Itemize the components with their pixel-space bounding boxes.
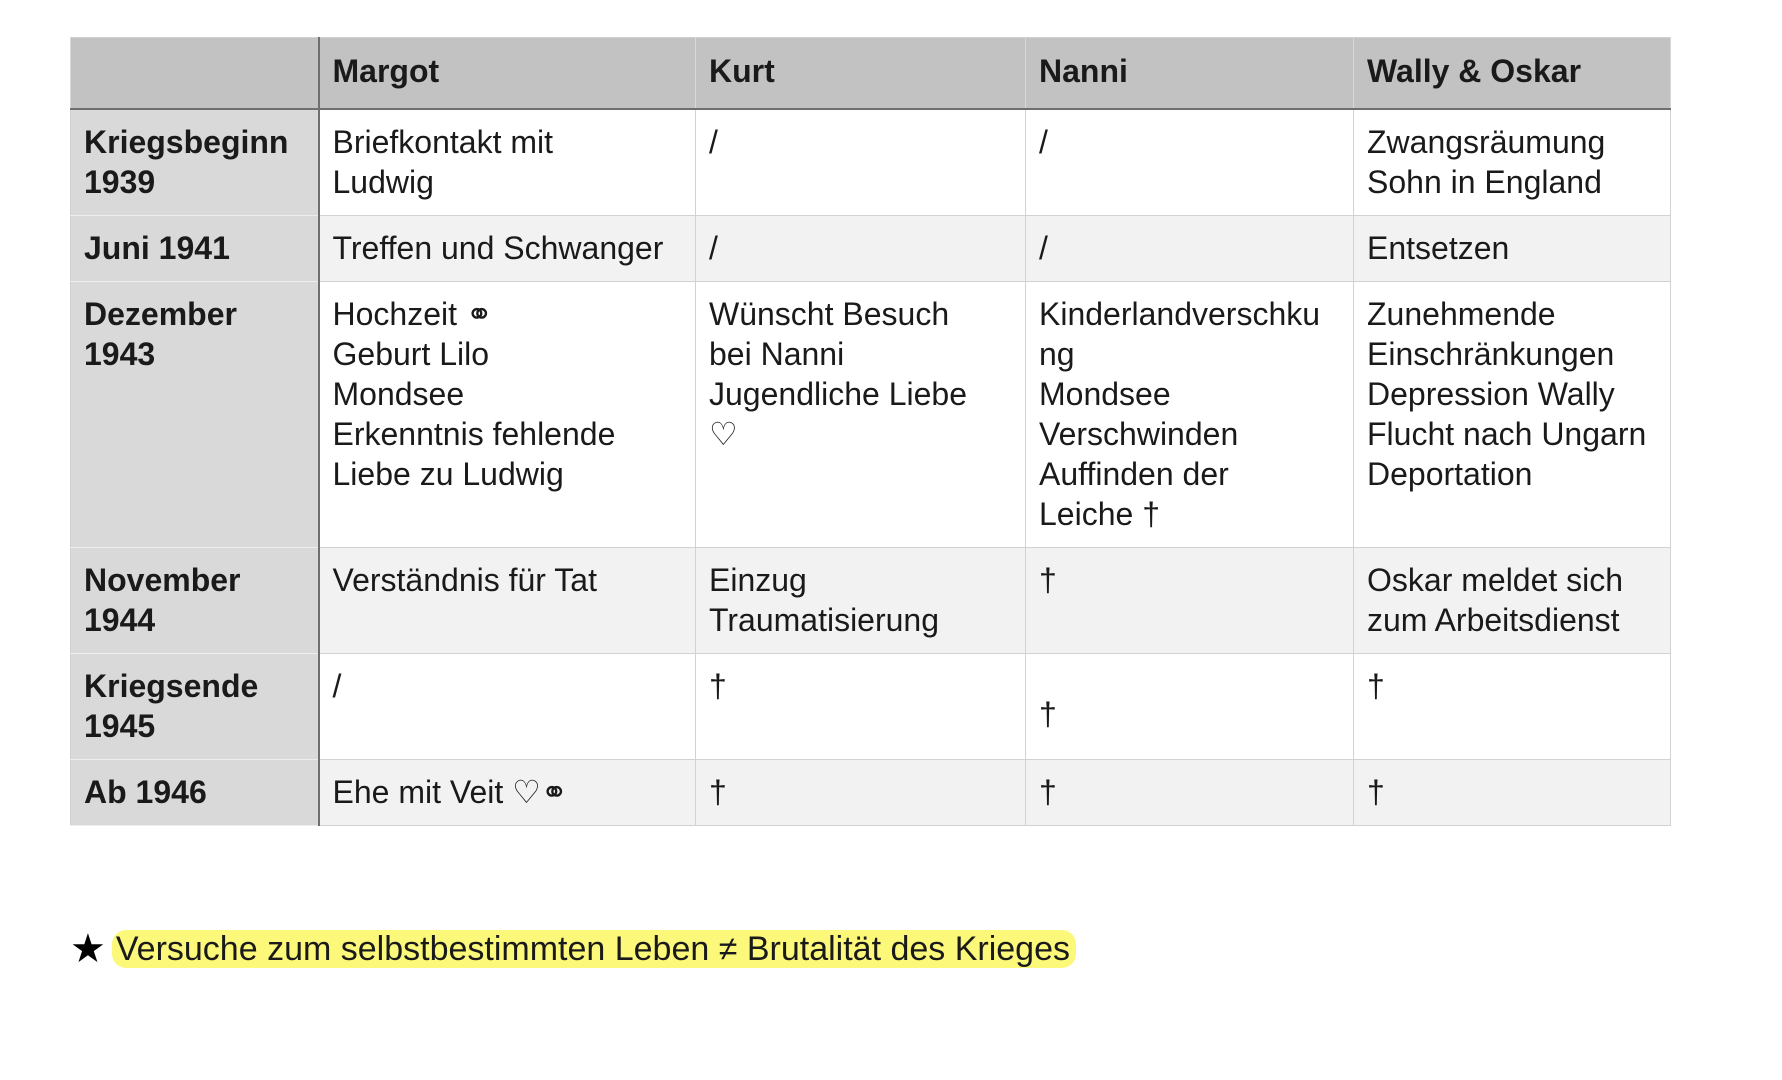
cross-icon: † [1039,696,1057,732]
cell-line: Flucht nach Ungarn [1367,416,1647,452]
cell-line: Traumatisierung [709,602,940,638]
table-cell [319,109,696,216]
timeline-table-container [70,37,1670,826]
table-corner-cell [71,38,319,110]
row-label-line: November [84,562,241,598]
cell-line: zum Arbeitsdienst [1367,602,1620,638]
table-cell [319,760,696,826]
table-row [71,760,1671,826]
cell-line: Erkenntnis fehlende [332,416,616,452]
cross-icon: † [1039,774,1057,810]
cell-line: Treffen und Schwanger [332,230,664,266]
cell-line: Wünscht Besuch [709,296,950,332]
table-cell [319,282,696,548]
cell-line: / [1039,124,1048,160]
cell-line: Oskar meldet sich [1367,562,1624,598]
cell-line: Mondsee [332,376,465,412]
row-label-line: 1943 [84,336,156,372]
cell-line: Verständnis für Tat [332,562,597,598]
column-header-wally-oskar: Wally & Oskar [1354,38,1671,110]
row-label-line: Ab 1946 [84,774,207,810]
table-cell [319,654,696,760]
cell-line: ng [1039,336,1075,372]
row-label-ab-1946 [71,760,319,826]
cell-line: bei Nanni [709,336,845,372]
row-label-line: 1944 [84,602,156,638]
table-row [71,109,1671,216]
cross-icon: † [1367,774,1385,810]
cross-icon: † [1039,562,1057,598]
table-cell [1026,109,1354,216]
table-cell [1026,654,1354,760]
star-icon: ★ [70,927,106,971]
table-cell [1354,216,1671,282]
row-label-line: 1939 [84,164,156,200]
cell-line: Geburt Lilo [332,336,490,372]
row-label-kriegsende-1945 [71,654,319,760]
table-row [71,548,1671,654]
row-label-november-1944 [71,548,319,654]
table-cell [1026,216,1354,282]
cell-line: Ehe mit Veit ♡⚭ [332,774,568,810]
table-cell [1026,760,1354,826]
table-cell [696,216,1026,282]
cell-line: Sohn in England [1367,164,1602,200]
cell-line: Entsetzen [1367,230,1510,266]
table-row [71,216,1671,282]
cell-line: / [709,124,718,160]
cross-icon: † [709,774,727,810]
timeline-table [70,37,1671,826]
row-label-line: Juni 1941 [84,230,230,266]
row-label-juni-1941 [71,216,319,282]
cell-line: Einschränkungen [1367,336,1615,372]
cell-line: Jugendliche Liebe [709,376,967,412]
column-header-margot: Margot [319,38,696,110]
table-row [71,282,1671,548]
table-cell [1354,654,1671,760]
table-cell [319,216,696,282]
cell-line: / [1039,230,1048,266]
cell-line: Mondsee [1039,376,1171,412]
table-cell [1026,282,1354,548]
table-cell [1026,548,1354,654]
cell-line: Verschwinden [1039,416,1239,452]
row-label-line: Dezember [84,296,237,332]
table-cell [1354,109,1671,216]
summary-note [70,927,1076,971]
row-label-kriegsbeginn-1939 [71,109,319,216]
cell-line: Deportation [1367,456,1533,492]
cell-line: Leiche † [1039,496,1160,532]
cell-line: Kinderlandverschku [1039,296,1321,332]
cell-line: Auffinden der [1039,456,1229,492]
cell-line: Ludwig [332,164,434,200]
row-label-dezember-1943 [71,282,319,548]
table-cell [696,109,1026,216]
table-cell [1354,760,1671,826]
heart-icon: ♡ [709,416,738,452]
cross-icon: † [1367,668,1385,704]
cell-line: Zunehmende [1367,296,1556,332]
row-label-line: Kriegsbeginn [84,124,289,160]
cell-line: Liebe zu Ludwig [332,456,564,492]
table-cell [696,548,1026,654]
cell-line: Depression Wally [1367,376,1615,412]
table-cell [319,548,696,654]
cell-line: Hochzeit ⚭ [332,296,493,332]
highlighted-summary-text: Versuche zum selbstbestimmten Leben ≠ Brutalität des Krieges [112,930,1076,968]
cell-line: Einzug [709,562,807,598]
table-cell [1354,282,1671,548]
table-cell [1354,548,1671,654]
cell-line: / [332,668,342,704]
table-cell [696,760,1026,826]
cell-line: Zwangsräumung [1367,124,1606,160]
table-header-row [71,38,1671,110]
row-label-line: 1945 [84,708,156,744]
table-cell [696,282,1026,548]
cross-icon: † [709,668,727,704]
table-cell [696,654,1026,760]
row-label-line: Kriegsende [84,668,259,704]
cell-line: / [709,230,718,266]
cell-line: Briefkontakt mit [332,124,554,160]
column-header-nanni: Nanni [1026,38,1354,110]
table-row [71,654,1671,760]
column-header-kurt: Kurt [696,38,1026,110]
